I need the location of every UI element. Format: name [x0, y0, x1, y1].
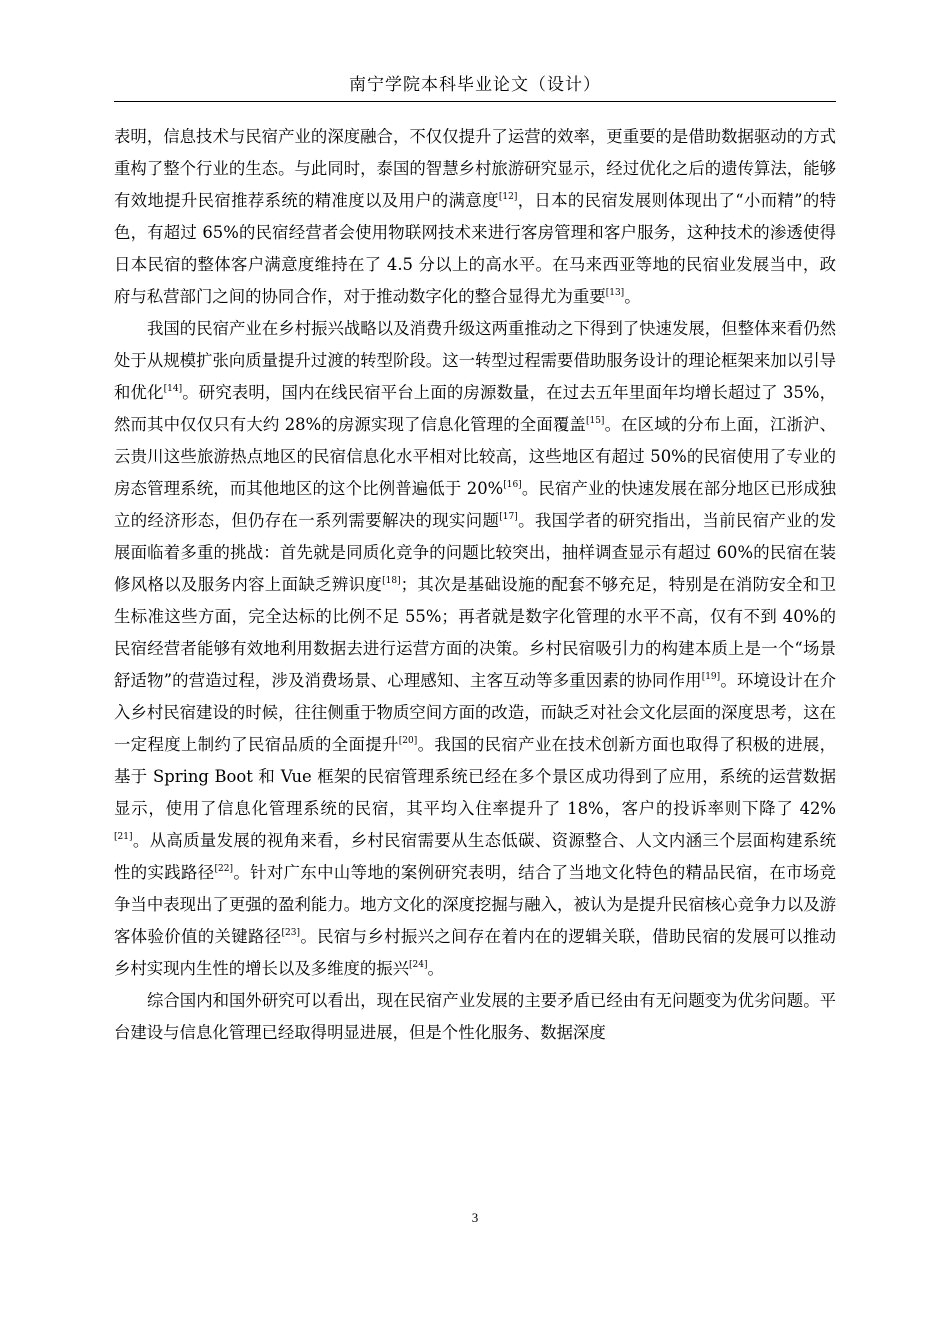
citation-marker: [19] — [701, 672, 721, 682]
paragraph-text: 。民宿产业的快速发展在部分地区已形成独立的经济形态，但仍存在一系列需要解决的现实问题 — [114, 479, 837, 530]
paragraph-text: 综合国内和国外研究可以看出，现在民宿产业发展的主要矛盾已经由有无问题变为优劣问题。平台建设与信息化管理已经取得明显进展，但是个性化服务、数据深度 — [114, 991, 836, 1042]
citation-marker: [14] — [163, 384, 183, 394]
citation-marker: [17] — [499, 512, 518, 522]
paragraph-text: ；其次是基础设施的配套不够充足，特别是在消防安全和卫生标准这些方面，完全达标的比例不足 55%；再者就是数字化管理的水平不高，仅有不到 40%的民宿经营者能够有效地利用数据去进行运营方面的决策。乡村民宿吸引力的构建本质上是一个“场景舒适物”的营造过程，涉及消费场景、心理感知、主客互动等多重因素的协同作用 — [114, 575, 837, 690]
body-paragraph — [114, 985, 836, 1049]
body-paragraph — [114, 313, 836, 985]
paragraph-text: 表明，信息技术与民宿产业的深度融合，不仅仅提升了运营的效率，更重要的是借助数据驱动的方式重构了整个行业的生态。与此同时，泰国的智慧乡村旅游研究显示，经过优化之后的遗传算法，能够有效地提升民宿推荐系统的精准度以及用户的满意度 — [114, 127, 836, 210]
paragraph-text: 。 — [427, 959, 444, 978]
paragraph-text: 。环境设计在介入乡村民宿建设的时候，往往侧重于物质空间方面的改造，而缺乏对社会文化层面的深度思考，这在一定程度上制约了民宿品质的全面提升 — [114, 671, 836, 754]
paragraph-text: 。从高质量发展的视角来看，乡村民宿需要从生态低碳、资源整合、人文内涵三个层面构建系统性的实践路径 — [114, 831, 836, 882]
running-header: 南宁学院本科毕业论文（设计） — [349, 75, 601, 95]
page-number: 3 — [471, 1210, 479, 1225]
paragraph-text: 。在区域的分布上面，江浙沪、云贵川这些旅游热点地区的民宿信息化水平相对比较高，这些地区有超过 50%的民宿使用了专业的房态管理系统，而其他地区的这个比例普遍低于 20% — [114, 415, 837, 498]
paragraph-text: 。 — [624, 287, 641, 306]
citation-marker: [21] — [114, 832, 133, 842]
paragraph-text: 。我国的民宿产业在技术创新方面也取得了积极的进展，基于 Spring Boot 和 Vue 框架的民宿管理系统已经在多个景区成功得到了应用，系统的运营数据显示，使用了信息化管理系统的民宿，其平均入住率提升了 18%，客户的投诉率则下降了 42% — [114, 735, 837, 818]
paragraph-text: 我国的民宿产业在乡村振兴战略以及消费升级这两重推动之下得到了快速发展，但整体来看仍然处于从规模扩张向质量提升过渡的转型阶段。这一转型过程需要借助服务设计的理论框架来加以引导和优化 — [114, 319, 836, 402]
header-rule — [114, 101, 836, 102]
body-text — [114, 121, 836, 1049]
citation-marker: [15] — [585, 416, 605, 426]
citation-marker: [23] — [281, 928, 300, 938]
body-paragraph — [114, 121, 836, 313]
paragraph-text: 。研究表明，国内在线民宿平台上面的房源数量，在过去五年里面年均增长超过了 35%，然而其中仅仅只有大约 28%的房源实现了信息化管理的全面覆盖 — [114, 383, 837, 434]
citation-marker: [16] — [503, 480, 522, 490]
citation-marker: [12] — [498, 192, 518, 202]
citation-marker: [18] — [382, 576, 401, 586]
paragraph-text: 。针对广东中山等地的案例研究表明，结合了当地文化特色的精品民宿，在市场竞争当中表现出了更强的盈利能力。地方文化的深度挖掘与融入，被认为是提升民宿核心竞争力以及游客体验价值的关键路径 — [114, 863, 837, 946]
paragraph-text: 。民宿与乡村振兴之间存在着内在的逻辑关联，借助民宿的发展可以推动乡村实现内生性的增长以及多维度的振兴 — [114, 927, 837, 978]
citation-marker: [20] — [398, 736, 418, 746]
citation-marker: [13] — [605, 288, 625, 298]
paragraph-text: 。我国学者的研究指出，当前民宿产业的发展面临着多重的挑战：首先就是同质化竞争的问题比较突出，抽样调查显示有超过 60%的民宿在装修风格以及服务内容上面缺乏辨识度 — [114, 511, 837, 594]
citation-marker: [24] — [409, 960, 428, 970]
citation-marker: [22] — [214, 864, 233, 874]
paragraph-text: ，日本的民宿发展则体现出了“小而精”的特色，有超过 65%的民宿经营者会使用物联网技术来进行客房管理和客户服务，这种技术的渗透使得日本民宿的整体客户满意度维持在了 4.5 分以上的高水平。在马来西亚等地的民宿业发展当中，政府与私营部门之间的协同合作，对于推动数字化的整合显得尤为重要 — [114, 191, 837, 306]
